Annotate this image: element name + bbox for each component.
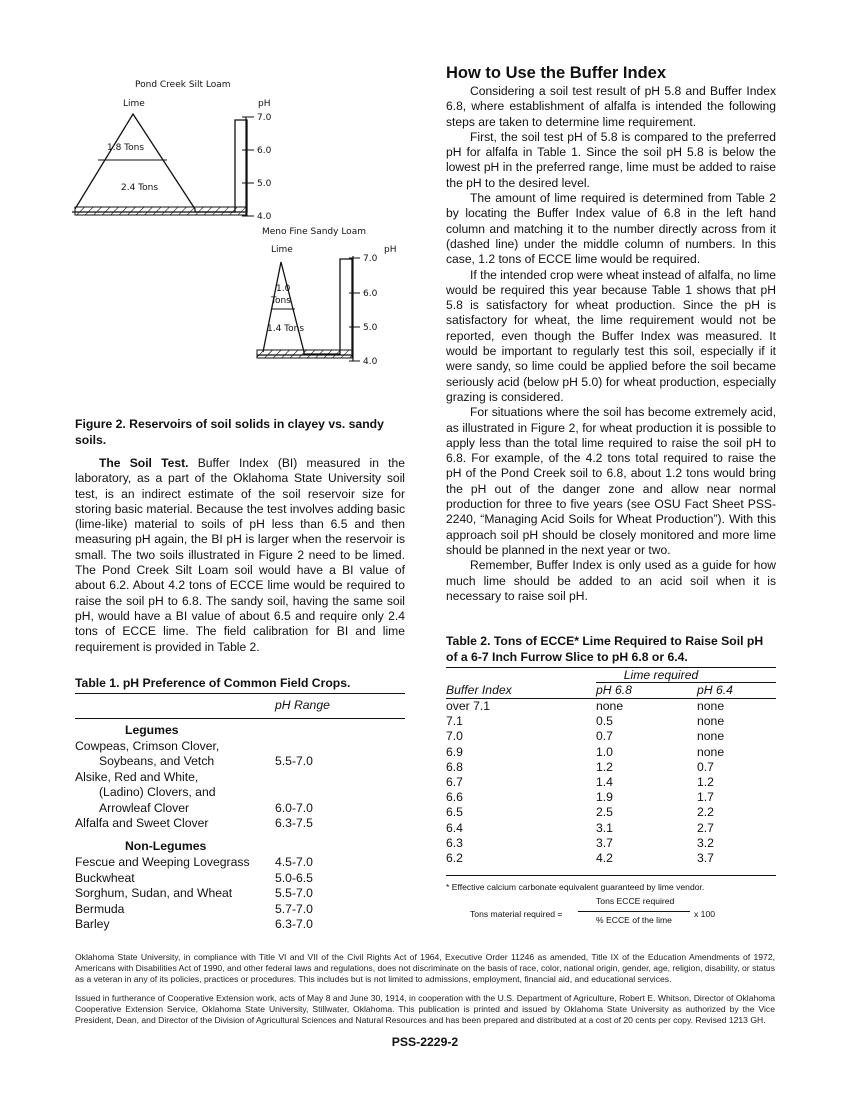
table-row xyxy=(446,729,776,744)
pond-tick-7: 7.0 xyxy=(257,113,272,123)
table-2-formula xyxy=(446,896,776,930)
formula-lhs: Tons material required = xyxy=(470,909,563,920)
table-1-nonlegume-rows xyxy=(75,855,405,932)
table-2-footnote: * Effective calcium carbonate equivalent guaranteed by lime vendor. xyxy=(446,882,705,893)
ph-range xyxy=(275,739,405,754)
lime-ph-6-8: none xyxy=(596,699,624,713)
buffer-index-value: 6.8 xyxy=(446,759,463,774)
buffer-index-value: 6.6 xyxy=(446,790,463,805)
table-1-group-legumes: Legumes xyxy=(125,723,179,737)
table-2-title: Table 2. Tons of ECCE* Lime Required to Raise Soil pH of a 6-7 Inch Furrow Slice to pH 6.8 or 6.4. xyxy=(446,634,764,664)
buffer-paragraph: For situations where the soil has become extremely acid, as illustrated in Figure 2, for wheat production it is possible to apply less than the total lime required to raise the soil pH to 6.8. For example, of the 4.2 tons total required to raise the pH of the Pond Creek soil to 6.8, about 1.2 tons would bring the pH out of the danger zone and allow near normal production for three to five years (see OSU Fact Sheet PSS-2240, “Managing Acid Soils for Wheat Production”). With this approach soil pH should be closely monitored and more lime should be planned in the next year or two. xyxy=(446,405,776,557)
table-1-title: Table 1. pH Preference of Common Field Crops. xyxy=(75,676,351,690)
formula-numerator: Tons ECCE required xyxy=(596,896,675,907)
ph-range: 5.7-7.0 xyxy=(275,901,313,916)
crop-name: Bermuda xyxy=(75,901,125,916)
crop-name: Alsike, Red and White, xyxy=(75,769,199,784)
table-1-legume-rows xyxy=(75,739,405,831)
meno-ph-scale xyxy=(349,256,360,361)
pond-tick-6: 6.0 xyxy=(257,146,272,156)
pond-tick-4: 4.0 xyxy=(257,212,272,222)
table-row xyxy=(75,816,405,831)
pond-label-2: 2.4 Tons xyxy=(121,183,159,193)
buffer-index-value: 6.9 xyxy=(446,744,463,759)
lime-ph-6-4: none xyxy=(697,714,725,729)
meno-ph-label: pH xyxy=(384,245,397,255)
table-2-h1: Buffer Index xyxy=(446,683,512,697)
lime-ph-6-8: 1.9 xyxy=(596,790,613,805)
pond-label-1: 1.8 Tons xyxy=(107,143,145,153)
ph-range: 6.3-7.0 xyxy=(275,916,313,931)
lime-ph-6-8: 0.7 xyxy=(596,729,613,744)
table-2-lime-required: Lime required xyxy=(623,668,699,682)
table-row xyxy=(75,785,405,800)
meno-label-3: 1.4 Tons xyxy=(267,324,305,334)
formula-denominator: % ECCE of the lime xyxy=(596,915,672,926)
table-row xyxy=(446,745,776,760)
buffer-index-value: 6.7 xyxy=(446,774,463,789)
buffer-paragraph: Remember, Buffer Index is only used as a guide for how much lime should be added to an acid soil when it is necessary to raise soil pH. xyxy=(446,558,776,603)
pond-creek-title: Pond Creek Silt Loam xyxy=(135,80,231,90)
meno-tick-6: 6.0 xyxy=(363,289,378,299)
crop-name: Soybeans, and Vetch xyxy=(99,754,215,769)
lime-ph-6-4: none xyxy=(697,729,725,744)
table-row xyxy=(75,902,405,917)
ph-range: 6.0-7.0 xyxy=(275,800,313,815)
meno-tick-7: 7.0 xyxy=(363,254,378,264)
buffer-paragraph: The amount of lime required is determined from Table 2 by locating the Buffer Index value of 6.8 in the left hand column and matching it to the number directly across from it (dashed line) under the middle column of numbers. In this case, 1.2 tons of ECCE lime would be required. xyxy=(446,191,776,267)
lime-ph-6-4: 0.7 xyxy=(697,759,714,774)
pond-lime-label: Lime xyxy=(123,99,145,109)
table-row xyxy=(446,714,776,729)
pond-tick-5: 5.0 xyxy=(257,179,272,189)
meno-reservoir xyxy=(257,259,352,358)
lime-ph-6-8: 3.1 xyxy=(596,820,613,835)
crop-name: (Ladino) Clovers, and xyxy=(99,785,216,800)
ph-range: 4.5-7.0 xyxy=(275,855,313,870)
lime-ph-6-4: 3.7 xyxy=(697,850,714,865)
crop-name: Buckwheat xyxy=(75,870,135,885)
table-2-h2: pH 6.8 xyxy=(596,683,632,697)
figure-2-diagram xyxy=(60,70,410,370)
table-row xyxy=(446,851,776,866)
meno-label-1: 1.0 xyxy=(276,284,291,294)
buffer-index-value: 6.5 xyxy=(446,805,463,820)
crop-name: Alfalfa and Sweet Clover xyxy=(75,815,209,830)
buffer-paragraph: First, the soil test pH of 5.8 is compared to the preferred pH for alfalfa in Table 1. Since the soil pH 5.8 is below the lowest pH in the preferred range, lime must be added to raise the pH to the desired level. xyxy=(446,129,776,190)
lime-ph-6-8: 1.4 xyxy=(596,774,613,789)
table-row xyxy=(446,790,776,805)
pond-ph-label: pH xyxy=(258,99,271,109)
soil-test-body: Buffer Index (BI) measured in the laboratory, as a part of the Oklahoma State University soil test, is an indirect estimate of the soil reservoir size for storing basic material. Because the test involves adding basic (lime-like) material to soils of pH less than 6.5 and then measuring pH again, the BI pH is larger when the reservoir is small. The two soils illustrated in Figure 2 need to be limed. The Pond Creek Silt Loam soil would have a BI value of about 6.2. About 4.2 tons of ECCE lime would be required to raise the soil pH to 6.8. The sandy soil, having the same soil pH, would have a BI value of about 6.5 and require only 2.4 tons of ECCE lime. The field calibration for BI and lime requirement is provided in Table 2. xyxy=(75,456,405,654)
table-row xyxy=(75,754,405,769)
footer-disclaimer: Oklahoma State University, in compliance with Title VI and VII of the Civil Rights Act of 1964, Executive Order 11246 as amended, Title IX of the Education Amendments of 1972, Americans with Disabilities Act of 1990, and other federal laws and regulations, does not discriminate on the basis of race, color, national origin, gender, age, religion, disability, or status as a veteran in any of its policies, practices or procedures. This includes but is not limited to admissions, employment, financial aid, and educational services. xyxy=(75,952,775,985)
figure-caption: Figure 2. Reservoirs of soil solids in clayey vs. sandy soils. xyxy=(75,417,384,447)
table-1-group-nonlegumes: Non-Legumes xyxy=(125,839,207,854)
buffer-paragraph: Considering a soil test result of pH 5.8 and Buffer Index 6.8, where establishment of alfalfa is intended the following steps are taken to determine lime requirement. xyxy=(446,84,776,129)
ph-range xyxy=(275,770,405,785)
table-row xyxy=(75,917,405,932)
buffer-index-value: 7.1 xyxy=(446,714,463,729)
lime-ph-6-8: 0.5 xyxy=(596,714,613,729)
table-1 xyxy=(75,675,405,932)
formula-multiplier: x 100 xyxy=(694,909,716,920)
lime-ph-6-8: 2.5 xyxy=(596,805,613,820)
table-row xyxy=(75,886,405,901)
meno-title: Meno Fine Sandy Loam xyxy=(262,227,366,237)
ph-range: 5.0-6.5 xyxy=(275,870,313,885)
table-row xyxy=(446,775,776,790)
buffer-index-value: 6.2 xyxy=(446,850,463,865)
table-2-h3: pH 6.4 xyxy=(697,683,733,697)
lime-ph-6-4: none xyxy=(697,699,725,713)
table-row xyxy=(75,739,405,754)
lime-ph-6-4: 1.2 xyxy=(697,774,714,789)
buffer-index-value: 6.4 xyxy=(446,820,463,835)
soil-test-paragraph xyxy=(75,456,405,655)
buffer-index-value: over 7.1 xyxy=(446,699,491,713)
page-id: PSS-2229-2 xyxy=(391,1035,459,1049)
table-row xyxy=(75,871,405,886)
footer-issued: Issued in furtherance of Cooperative Extension work, acts of May 8 and June 30, 1914, in cooperation with the U.S. Department of Agriculture, Robert E. Whitson, Director of Oklahoma Cooperative Extension Service, Oklahoma State University, Stillwater, Oklahoma. This publication is printed and issued by Oklahoma State University as authorized by the Vice President, Dean, and Director of the Division of Agricultural Sciences and Natural Resources and has been prepared and distributed at a cost of 20 cents per copy. Revised 1213 GH. xyxy=(75,993,775,1026)
table-row xyxy=(446,836,776,851)
table-row xyxy=(446,760,776,775)
soil-test-lead: The Soil Test. xyxy=(99,456,189,470)
lime-ph-6-4: 2.2 xyxy=(697,805,714,820)
ph-range: 6.3-7.5 xyxy=(275,815,313,830)
meno-lime-label: Lime xyxy=(271,245,293,255)
table-row xyxy=(75,770,405,785)
table-2 xyxy=(446,633,776,930)
meno-label-2: Tons xyxy=(271,296,291,306)
lime-ph-6-4: 2.7 xyxy=(697,820,714,835)
buffer-index-value: 7.0 xyxy=(446,729,463,744)
meno-tick-4: 4.0 xyxy=(363,357,378,367)
lime-ph-6-4: 3.2 xyxy=(697,835,714,850)
meno-tick-5: 5.0 xyxy=(363,323,378,333)
lime-ph-6-8: 4.2 xyxy=(596,850,613,865)
pond-creek-reservoir xyxy=(72,114,247,215)
lime-ph-6-8: 1.2 xyxy=(596,759,613,774)
crop-name: Arrowleaf Clover xyxy=(99,800,190,815)
crop-name: Cowpeas, Crimson Clover, xyxy=(75,739,220,753)
buffer-index-value: 6.3 xyxy=(446,835,463,850)
table-row xyxy=(446,699,776,714)
crop-name: Barley xyxy=(75,916,110,931)
lime-ph-6-4: 1.7 xyxy=(697,790,714,805)
table-row xyxy=(75,855,405,870)
buffer-paragraph: If the intended crop were wheat instead of alfalfa, no lime would be required this year because Table 1 shows that pH 5.8 is satisfactory for wheat production. Since the pH is satisfactory for wheat, the lime requirement would not be reported, even though the Buffer Index was measured. It would be important to regularly test this soil, especially if it were sandy, so lime could be applied before the soil became seriously acid (below pH 5.0) for wheat production, especially grazing is considered. xyxy=(446,267,776,404)
ph-range xyxy=(275,785,405,800)
crop-name: Fescue and Weeping Lovegrass xyxy=(75,855,250,870)
lime-ph-6-8: 1.0 xyxy=(596,744,613,759)
buffer-title: How to Use the Buffer Index xyxy=(446,64,667,82)
table-row xyxy=(75,801,405,816)
lime-ph-6-8: 3.7 xyxy=(596,835,613,850)
buffer-body xyxy=(446,84,776,604)
ph-range: 5.5-7.0 xyxy=(275,886,313,901)
table-row xyxy=(446,821,776,836)
table-1-col-header: pH Range xyxy=(275,698,330,712)
pond-ph-scale xyxy=(242,117,254,216)
lime-ph-6-4: none xyxy=(697,744,725,759)
crop-name: Sorghum, Sudan, and Wheat xyxy=(75,886,233,901)
table-row xyxy=(446,805,776,820)
ph-range: 5.5-7.0 xyxy=(275,754,313,769)
table-2-rows xyxy=(446,699,776,866)
